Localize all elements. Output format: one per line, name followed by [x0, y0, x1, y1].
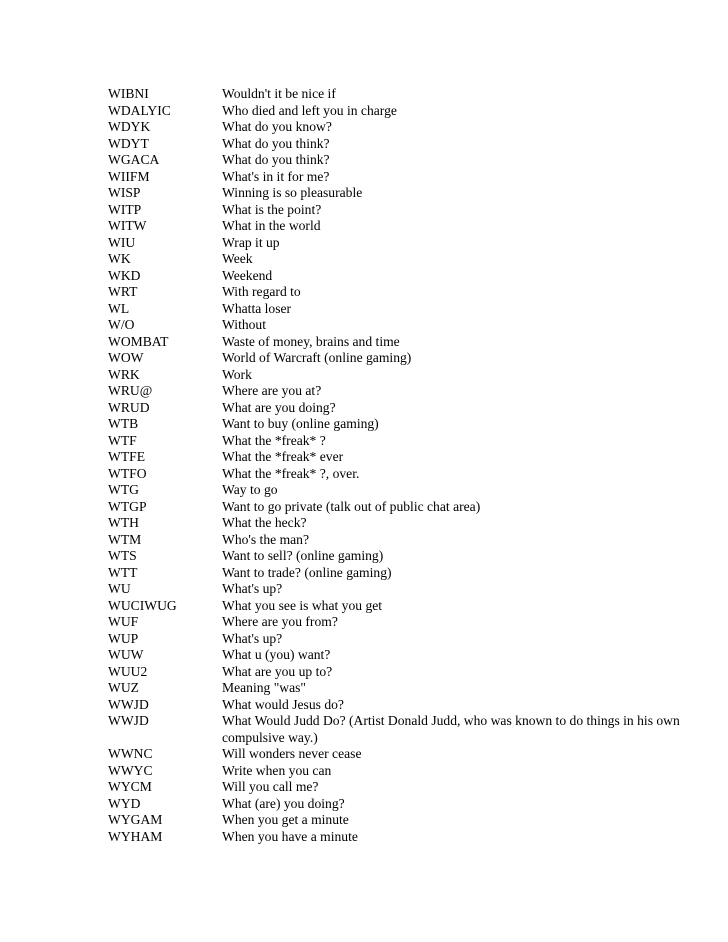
abbreviation: WIBNI	[108, 86, 149, 101]
meaning: What in the world	[222, 218, 321, 233]
abbreviation: WYHAM	[108, 828, 163, 844]
abbreviation: WKD	[108, 267, 141, 283]
meaning: Want to buy (online gaming)	[222, 416, 379, 431]
meaning: Will wonders never cease	[222, 746, 362, 761]
list-item	[108, 317, 708, 334]
list-item	[108, 829, 708, 846]
abbreviation: WRUD	[108, 399, 150, 415]
abbreviation: WWJD	[108, 696, 149, 712]
list-item	[108, 202, 708, 219]
list-item	[108, 631, 708, 648]
meaning: What do you know?	[222, 119, 332, 134]
list-item	[108, 763, 708, 780]
meaning: Where are you at?	[222, 383, 322, 398]
meaning: Winning is so pleasurable	[222, 185, 363, 200]
list-item	[108, 614, 708, 631]
meaning: What the heck?	[222, 515, 307, 530]
list-item	[108, 185, 708, 202]
abbreviation: WTGP	[108, 498, 147, 514]
list-item	[108, 284, 708, 301]
meaning: What would Jesus do?	[222, 696, 344, 712]
abbreviation: WTS	[108, 548, 137, 563]
abbreviation: WWJD	[108, 713, 149, 728]
list-item	[108, 664, 708, 681]
meaning: With regard to	[222, 284, 301, 299]
meaning: What do you think?	[222, 152, 330, 167]
meaning: What (are) you doing?	[222, 795, 345, 811]
list-item	[108, 152, 708, 169]
meaning: Where are you from?	[222, 614, 338, 629]
meaning: Will you call me?	[222, 779, 319, 794]
list-item	[108, 235, 708, 252]
list-item	[108, 680, 708, 697]
list-item	[108, 565, 708, 582]
meaning: Who's the man?	[222, 531, 310, 547]
abbreviation: WWYC	[108, 762, 153, 778]
meaning: Write when you can	[222, 762, 332, 778]
abbreviation: WTFE	[108, 449, 145, 464]
abbreviation: WDYK	[108, 119, 151, 134]
meaning: Waste of money, brains and time	[222, 333, 400, 349]
meaning: Meaning "was"	[222, 680, 306, 695]
list-item	[108, 548, 708, 565]
abbreviation: WUCIWUG	[108, 597, 177, 613]
abbreviation: WOW	[108, 350, 144, 365]
list-item	[108, 416, 708, 433]
abbreviation: WITW	[108, 218, 147, 233]
meaning: When you get a minute	[222, 812, 349, 827]
list-item	[108, 218, 708, 235]
meaning: Want to sell? (online gaming)	[222, 548, 384, 563]
abbreviation: WTFO	[108, 465, 147, 481]
meaning: Whatta loser	[222, 300, 292, 316]
abbreviation: WU	[108, 581, 131, 596]
abbreviation: WUU2	[108, 663, 148, 679]
list-item	[108, 713, 708, 746]
abbreviation: WTF	[108, 432, 137, 448]
list-item	[108, 103, 708, 120]
meaning: Wouldn't it be nice if	[222, 86, 336, 101]
list-item	[108, 598, 708, 615]
abbreviation: WITP	[108, 201, 142, 217]
meaning: What is the point?	[222, 201, 322, 217]
list-item	[108, 334, 708, 351]
abbreviation-list	[108, 86, 708, 845]
list-item	[108, 499, 708, 516]
abbreviation: WYD	[108, 795, 141, 811]
list-item	[108, 779, 708, 796]
meaning: What are you doing?	[222, 399, 336, 415]
list-item	[108, 383, 708, 400]
abbreviation: WDYT	[108, 135, 149, 151]
meaning: When you have a minute	[222, 828, 358, 844]
list-item	[108, 136, 708, 153]
abbreviation: WTB	[108, 416, 139, 431]
meaning: Work	[222, 366, 252, 382]
abbreviation: WGACA	[108, 152, 160, 167]
abbreviation: WIU	[108, 234, 136, 250]
abbreviation: WRU@	[108, 383, 153, 398]
list-item	[108, 466, 708, 483]
abbreviation: WTH	[108, 515, 139, 530]
abbreviation: WL	[108, 300, 130, 316]
list-item	[108, 350, 708, 367]
list-item	[108, 482, 708, 499]
abbreviation: WRK	[108, 366, 140, 382]
list-item	[108, 86, 708, 103]
list-item	[108, 812, 708, 829]
list-item	[108, 169, 708, 186]
list-item	[108, 515, 708, 532]
meaning: Who died and left you in charge	[222, 102, 397, 118]
abbreviation: WTM	[108, 531, 142, 547]
meaning: Weekend	[222, 267, 273, 283]
list-item	[108, 433, 708, 450]
abbreviation: WISP	[108, 185, 141, 200]
meaning: Without	[222, 317, 267, 332]
meaning: What the *freak* ever	[222, 449, 344, 464]
list-item	[108, 251, 708, 268]
abbreviation: WWNC	[108, 746, 153, 761]
meaning: What's in it for me?	[222, 168, 330, 184]
abbreviation: WUZ	[108, 680, 139, 695]
meaning: World of Warcraft (online gaming)	[222, 350, 412, 365]
list-item	[108, 581, 708, 598]
abbreviation: WIIFM	[108, 168, 150, 184]
abbreviation: WUF	[108, 614, 139, 629]
meaning: Way to go	[222, 482, 278, 497]
abbreviation: WUP	[108, 630, 139, 646]
meaning: What the *freak* ?, over.	[222, 465, 360, 481]
list-item	[108, 647, 708, 664]
abbreviation: WYGAM	[108, 812, 163, 827]
list-item	[108, 119, 708, 136]
abbreviation: WOMBAT	[108, 333, 169, 349]
meaning: What Would Judd Do? (Artist Donald Judd, who was known to do things in his own compulsive way.)	[222, 713, 680, 745]
abbreviation: WUW	[108, 647, 144, 662]
meaning: Want to trade? (online gaming)	[222, 564, 392, 580]
abbreviation: WK	[108, 251, 131, 266]
meaning: What's up?	[222, 630, 283, 646]
list-item	[108, 400, 708, 417]
list-item	[108, 746, 708, 763]
abbreviation: WDALYIC	[108, 102, 171, 118]
meaning: Week	[222, 251, 253, 266]
list-item	[108, 449, 708, 466]
list-item	[108, 532, 708, 549]
meaning: What you see is what you get	[222, 597, 383, 613]
list-item	[108, 301, 708, 318]
meaning: Wrap it up	[222, 234, 280, 250]
meaning: Want to go private (talk out of public chat area)	[222, 498, 481, 514]
meaning: What are you up to?	[222, 663, 333, 679]
meaning: What's up?	[222, 581, 283, 596]
list-item	[108, 697, 708, 714]
meaning: What the *freak* ?	[222, 432, 326, 448]
meaning: What u (you) want?	[222, 647, 331, 662]
abbreviation: WYCM	[108, 779, 152, 794]
abbreviation: WTG	[108, 482, 139, 497]
list-item	[108, 367, 708, 384]
list-item	[108, 796, 708, 813]
abbreviation: WTT	[108, 564, 138, 580]
meaning: What do you think?	[222, 135, 330, 151]
list-item	[108, 268, 708, 285]
abbreviation: WRT	[108, 284, 138, 299]
abbreviation: W/O	[108, 317, 135, 332]
